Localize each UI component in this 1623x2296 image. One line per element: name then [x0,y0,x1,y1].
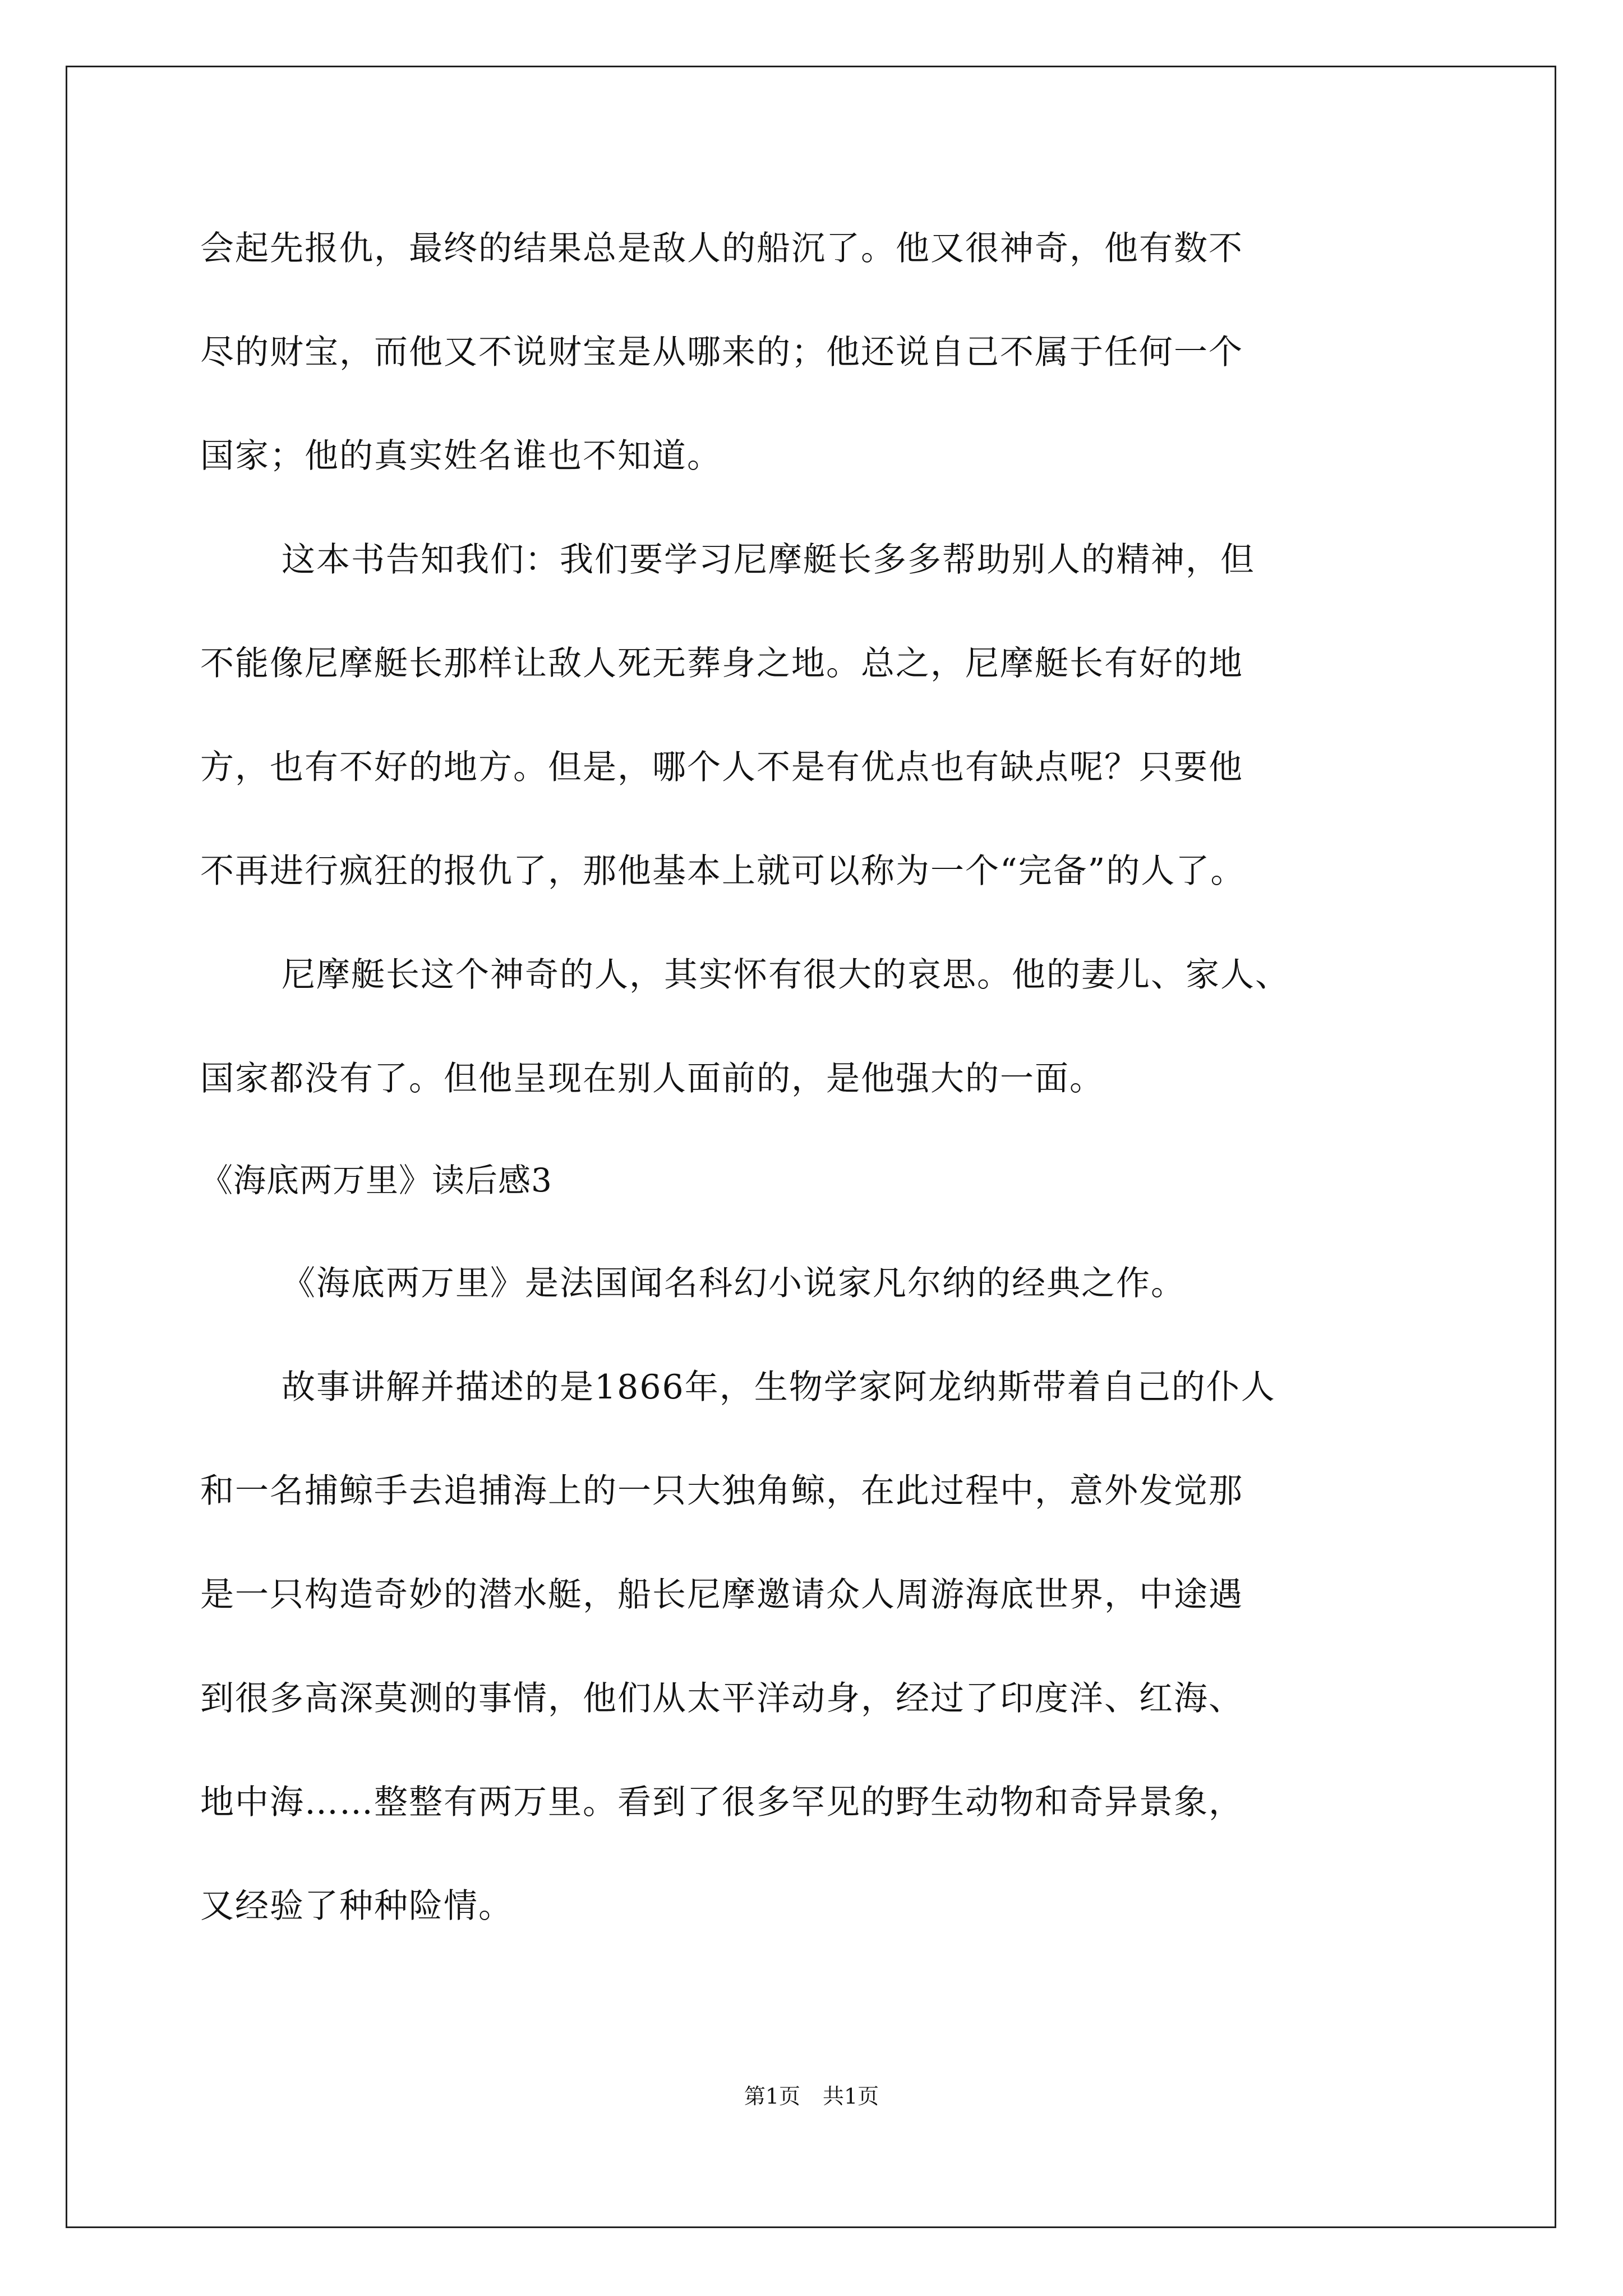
body-line: 又经验了种种险情。 [200,1887,513,1926]
paragraph-start-line: 《海底两万里》是法国闻名科幻小说家凡尔纳的经典之作。 [282,1264,1186,1303]
page-number: 第1页 [744,2084,800,2109]
page-total: 共1页 [823,2084,879,2109]
paragraph-start-line: 这本书告知我们：我们要学习尼摩艇长多多帮助别人的精神，但 [282,540,1255,579]
body-line: 方，也有不好的地方。但是，哪个人不是有优点也有缺点呢？只要他 [200,748,1243,787]
body-line: 地中海……整整有两万里。看到了很多罕见的野生动物和奇异景象， [200,1783,1243,1822]
section-heading: 《海底两万里》读后感3 [200,1161,552,1199]
body-line: 到很多高深莫测的事情，他们从太平洋动身，经过了印度洋、红海、 [200,1679,1243,1718]
body-line: 国家；他的真实姓名谁也不知道。 [200,436,722,476]
body-line: 尽的财宝，而他又不说财宝是从哪来的；他还说自己不属于任何一个 [200,333,1243,372]
body-line: 不能像尼摩艇长那样让敌人死无葬身之地。总之，尼摩艇长有好的地 [200,644,1243,683]
paragraph-start-line: 尼摩艇长这个神奇的人，其实怀有很大的哀思。他的妻儿、家人、 [282,955,1290,995]
body-line: 国家都没有了。但他呈现在别人面前的，是他强大的一面。 [200,1059,1104,1098]
body-line: 不再进行疯狂的报仇了，那他基本上就可以称为一个“完备”的人了。 [200,852,1246,891]
paragraph-start-line: 故事讲解并描述的是1866年，生物学家阿龙纳斯带着自己的仆人 [282,1368,1276,1407]
page-footer [0,2086,1623,2107]
body-line: 会起先报仇，最终的结果总是敌人的船沉了。他又很神奇，他有数不 [200,229,1243,268]
body-line: 和一名捕鲸手去追捕海上的一只大独角鲸，在此过程中，意外发觉那 [200,1471,1243,1511]
body-line: 是一只构造奇妙的潜水艇，船长尼摩邀请众人周游海底世界，中途遇 [200,1575,1243,1614]
